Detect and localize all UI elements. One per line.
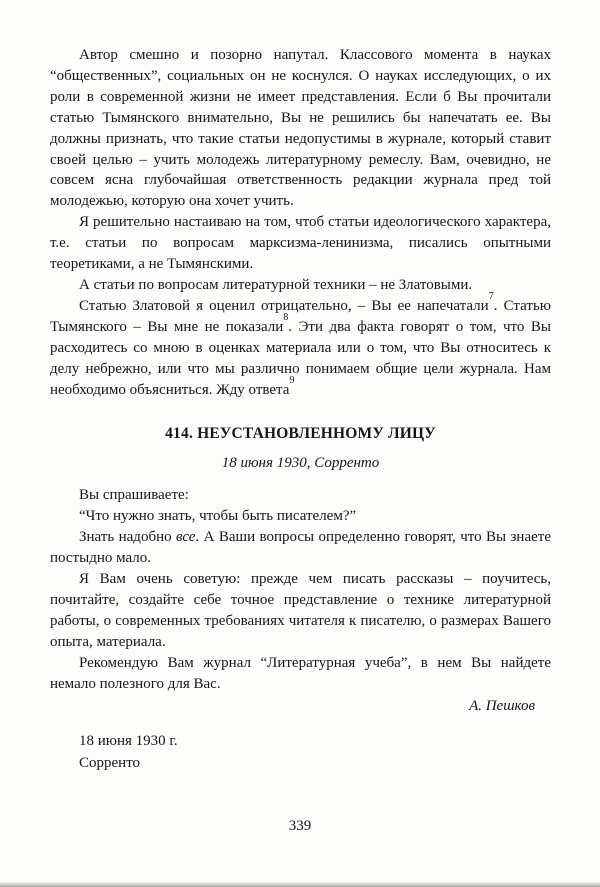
paragraph-two-facts	[50, 290, 551, 401]
paragraph-text: Знать надобно	[79, 529, 177, 546]
paragraph-author-critique: Автор смешно и позорно напутал. Классового момента в науках “общественных”, социальных он не коснулся. О науках исследующих, о их роли в современной жизни не имеет представления. Если б Вы прочитали статью Тымянского внимательно, Вы не решились бы напечатать ее. Вы должны признать, что такие статьи недопустимы в журнале, который ставит своей целью – учить молодежь литературному ремеслу. Вам, очевидно, не совсем ясна глубочайшая ответственность редакции журнала пред той молодежью, которую она хочет учить.	[50, 47, 551, 210]
paragraph-you-ask: Вы спрашиваете:	[79, 487, 189, 504]
footnote-ref-8: 8	[283, 311, 289, 323]
closing-block	[50, 731, 551, 774]
paragraph-text: . А Ваши вопросы определенно говорят, что Вы знаете постыдно мало.	[50, 529, 551, 567]
footnote-ref-9: 9	[289, 374, 295, 386]
letter-heading: 414. НЕУСТАНОВЛЕННОМУ ЛИЦУ	[165, 425, 436, 443]
page-number: 339	[288, 818, 312, 834]
letter-dateline: 18 июня 1930, Сорренто	[221, 455, 380, 472]
paragraph-text: Статью Златовой я оценил отрицательно, – Вы ее напечатали	[79, 297, 489, 314]
paragraph-know-everything	[50, 527, 551, 569]
page-content	[50, 45, 551, 774]
paragraph-text: . Статью Тымянского – Вы мне не показали	[50, 297, 551, 335]
closing-place: Сорренто	[79, 754, 141, 771]
footnote-ref-7: 7	[488, 290, 494, 302]
paragraph-recommend-journal: Рекомендую Вам журнал “Литературная учеба”, в нем Вы найдете немало полезного для Вас.	[50, 654, 551, 692]
emphasis-word: все	[176, 529, 196, 546]
scan-edge-artifact	[0, 882, 600, 887]
paragraph-text: . Эти два факта говорят о том, что Вы расходитесь со мною в оценках материала или о том, что Вы относитесь к делу небрежно, или что мы различно понимаем общие цели журнала. Нам необходимо объясниться. Жду ответа	[50, 318, 551, 398]
paragraph-question-quote: “Что нужно знать, чтобы быть писателем?”	[79, 508, 357, 525]
paragraph-ideology-demand: Я решительно настаиваю на том, чтоб статьи идеологического характера, т.е. статьи по вопросам марксизма-ленинизма, писались опытными теоретиками, а не Тымянскими.	[50, 214, 551, 273]
paragraph-technique-demand: А статьи по вопросам литературной техники – не Златовыми.	[79, 276, 473, 293]
signature: А. Пешков	[469, 698, 535, 715]
paragraph-advice: Я Вам очень советую: прежде чем писать рассказы – поучитесь, почитайте, создайте себе точное представление о технике литературной работы, о современных требованиях читателя к писателю, о размерах Вашего опыта, материала.	[50, 571, 551, 650]
closing-date: 18 июня 1930 г.	[79, 733, 178, 750]
